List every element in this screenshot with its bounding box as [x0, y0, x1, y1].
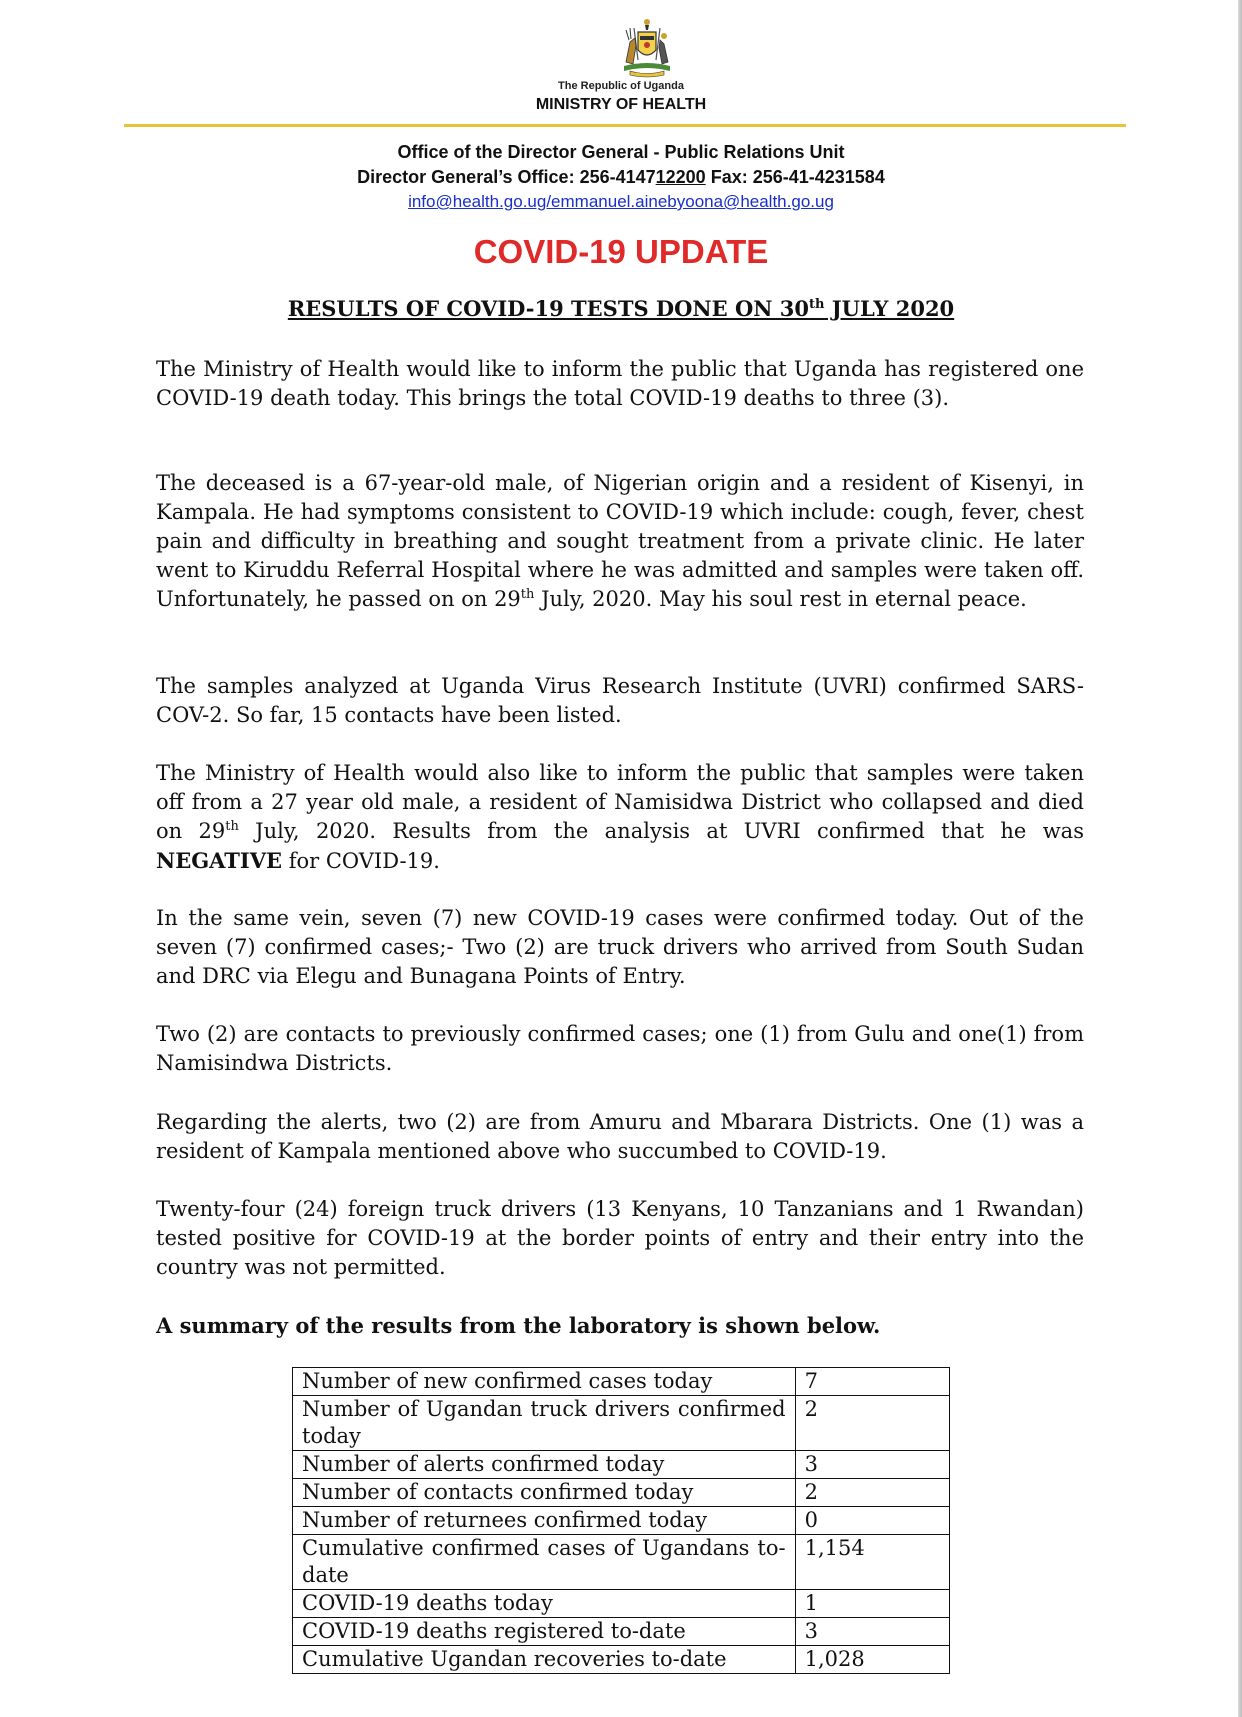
paragraph-deaths: The Ministry of Health would like to inform the public that Uganda has registered one COVID-19 death today. This brings the total COVID-19 deaths to three (3). — [156, 357, 1084, 410]
header-divider — [124, 124, 1126, 127]
p4-sup: th — [225, 819, 239, 834]
row-label: COVID-19 deaths registered to-date — [293, 1618, 796, 1646]
row-value: 2 — [795, 1479, 949, 1507]
row-label: Number of Ugandan truck drivers confirmed today — [293, 1396, 796, 1451]
row-value: 1,028 — [795, 1646, 949, 1674]
phone-suffix: Fax: 256-41-4231584 — [705, 167, 885, 187]
row-label: Number of alerts confirmed today — [293, 1451, 796, 1479]
update-title: COVID-19 UPDATE — [473, 233, 769, 270]
row-label: Cumulative confirmed cases of Ugandans to-date — [293, 1535, 796, 1590]
summary-heading: A summary of the results from the laboratory is shown below. — [156, 1313, 881, 1338]
paragraph-contacts: Two (2) are contacts to previously confirmed cases; one (1) from Gulu and one(1) from Namisindwa Districts. — [156, 1022, 1084, 1075]
table-row — [293, 1618, 950, 1646]
table-row — [293, 1535, 950, 1590]
table-row — [293, 1368, 950, 1396]
results-title-pre: RESULTS OF COVID-19 TESTS DONE ON 30 — [287, 296, 809, 321]
email-links[interactable]: info@health.go.ug/emmanuel.ainebyoona@health.go.ug — [408, 192, 834, 211]
results-title — [0, 296, 1242, 321]
phone-underlined: 12200 — [655, 167, 706, 187]
row-value: 2 — [795, 1396, 949, 1451]
table-row — [293, 1646, 950, 1674]
paragraph-truck-drivers: Twenty-four (24) foreign truck drivers (13 Kenyans, 10 Tanzanians and 1 Rwandan) tested positive for COVID-19 at the border points of entry and their entry into the country was not permitted. — [156, 1197, 1084, 1279]
p4-text-a: The Ministry of Health would also like to inform the public that samples were taken off from a 27 year old male, a resident of Namisidwa District who collapsed and died on 29 — [156, 761, 1084, 843]
table-row — [293, 1507, 950, 1535]
table-row — [293, 1451, 950, 1479]
phone-line — [0, 167, 1242, 188]
ministry-label: MINISTRY OF HEALTH — [535, 96, 707, 113]
row-value: 3 — [795, 1618, 949, 1646]
paragraph-samples: The samples analyzed at Uganda Virus Research Institute (UVRI) confirmed SARS-COV-2. So far, 15 contacts have been listed. — [156, 674, 1084, 727]
p2-text-a: The deceased is a 67-year-old male, of Nigerian origin and a resident of Kisenyi, in Kampala. He had symptoms consistent to COVID-19 which include: cough, fever, chest pain and difficulty in breathing and sought treatment from a private clinic. He later went to Kiruddu Referral Hospital where he was admitted and samples were taken off. Unfortunately, he passed on on 29 — [156, 471, 1084, 611]
row-label: Number of returnees confirmed today — [293, 1507, 796, 1535]
row-value: 0 — [795, 1507, 949, 1535]
row-value: 3 — [795, 1451, 949, 1479]
office-line: Office of the Director General - Public Relations Unit — [397, 142, 845, 162]
p2-sup: th — [520, 587, 535, 602]
results-title-post: JULY 2020 — [824, 296, 955, 321]
row-value: 1,154 — [795, 1535, 949, 1590]
row-label: Number of new confirmed cases today — [293, 1368, 796, 1396]
row-value: 7 — [795, 1368, 949, 1396]
p4-text-c: for COVID-19. — [282, 849, 440, 873]
row-value: 1 — [795, 1590, 949, 1618]
table-row — [293, 1590, 950, 1618]
phone-prefix: Director General’s Office: 256-4147 — [357, 167, 656, 187]
row-label: COVID-19 deaths today — [293, 1590, 796, 1618]
row-label: Cumulative Ugandan recoveries to-date — [293, 1646, 796, 1674]
p2-text-b: July, 2020. May his soul rest in eternal peace. — [534, 587, 1027, 611]
results-title-sup: th — [808, 297, 825, 312]
results-table — [292, 1367, 950, 1674]
paragraph-new-cases: In the same vein, seven (7) new COVID-19 cases were confirmed today. Out of the seven (7) confirmed cases;- Two (2) are truck drivers who arrived from South Sudan and DRC via Elegu and Bunagana Points of Entry. — [156, 906, 1084, 988]
table-row — [293, 1479, 950, 1507]
uganda-coat-of-arms-icon — [616, 16, 678, 78]
table-row — [293, 1396, 950, 1451]
row-label: Number of contacts confirmed today — [293, 1479, 796, 1507]
paragraph-deceased — [156, 469, 1084, 614]
p4-text-b: July, 2020. Results from the analysis at UVRI confirmed that he was — [238, 819, 1084, 843]
paragraph-negative — [156, 759, 1084, 876]
paragraph-alerts: Regarding the alerts, two (2) are from Amuru and Mbarara Districts. One (1) was a resident of Kampala mentioned above who succumbed to COVID-19. — [156, 1110, 1084, 1163]
p4-negative-bold: NEGATIVE — [156, 848, 283, 873]
republic-label: The Republic of Uganda — [558, 80, 684, 92]
